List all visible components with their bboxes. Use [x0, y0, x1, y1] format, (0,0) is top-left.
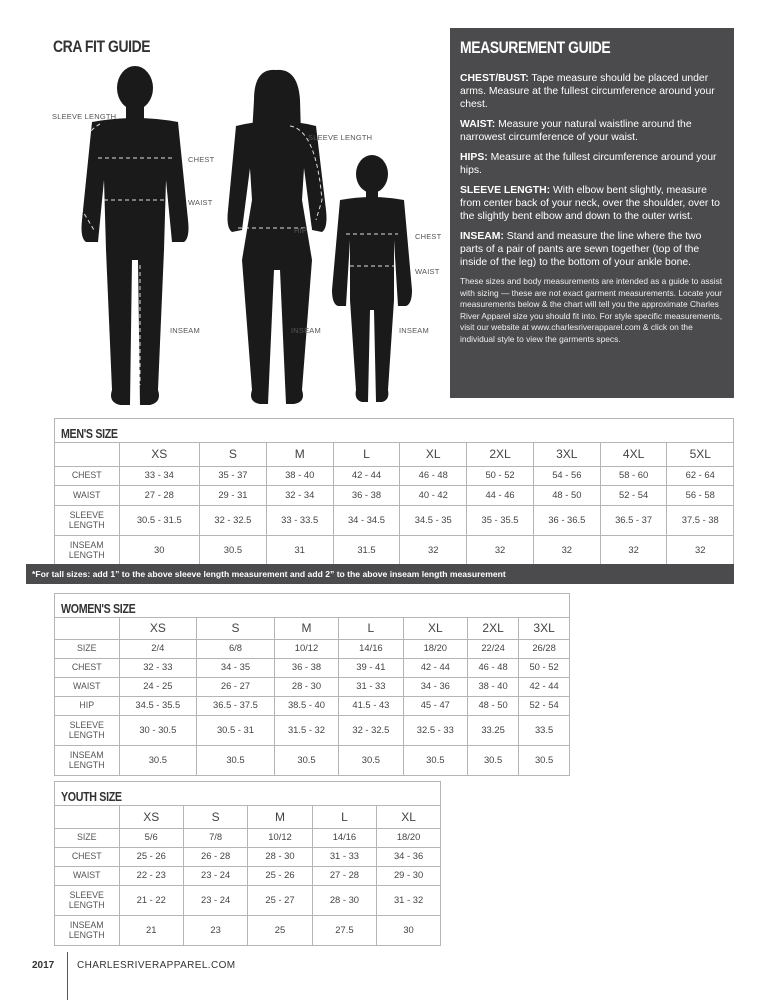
table-row: CHEST 32 - 33 34 - 35 36 - 38 39 - 41 42 - 44 46 - 48 50 - 52	[55, 658, 569, 677]
size-header: XS	[119, 618, 197, 639]
mens-size-title: MEN'S SIZE	[55, 419, 733, 443]
table-row: SIZE 5/6 7/8 10/12 14/16 18/20	[55, 828, 440, 847]
size-header: 2XL	[468, 618, 519, 639]
size-header: L	[312, 806, 376, 828]
label-chest-child: CHEST	[415, 232, 442, 241]
footer-divider	[67, 952, 68, 1000]
table-row: SLEEVE LENGTH 30.5 - 31.5 32 - 32.5 33 - 33.5 34 - 34.5 34.5 - 35 35 - 35.5 36 - 36.5 36.5 - 37 37.5 - 38	[55, 505, 733, 535]
size-header: S	[200, 443, 267, 466]
body-silhouettes	[40, 60, 440, 410]
label-inseam-man: INSEAM	[170, 326, 200, 335]
size-header: M	[248, 806, 312, 828]
label-chest-man: CHEST	[188, 155, 215, 164]
label-sleeve-length-man: SLEEVE LENGTH	[52, 112, 117, 121]
size-header: M	[266, 443, 333, 466]
table-row: INSEAM LENGTH 30 30.5 31 31.5 32 32 32 32 32	[55, 535, 733, 565]
guide-item-sleeve: SLEEVE LENGTH: With elbow bent slightly, measure from center back of your neck, over the shoulder, over to the slightly bent elbow and down to the outer wrist.	[460, 185, 720, 222]
table-row: SIZE 2/4 6/8 10/12 14/16 18/20 22/24 26/28	[55, 639, 569, 658]
size-header: L	[333, 443, 400, 466]
size-header: M	[274, 618, 338, 639]
size-header: S	[197, 618, 275, 639]
page-title: CRA FIT GUIDE	[53, 37, 151, 56]
womens-size-table	[54, 593, 570, 776]
womens-size-title: WOMEN'S SIZE	[55, 594, 569, 618]
footer-year: 2017	[32, 960, 55, 971]
label-inseam-woman: INSEAM	[291, 326, 321, 335]
tall-sizes-note: *For tall sizes: add 1” to the above sleeve length measurement and add 2” to the above inseam length measurement	[26, 564, 734, 584]
table-row: HIP 34.5 - 35.5 36.5 - 37.5 38.5 - 40 41.5 - 43 45 - 47 48 - 50 52 - 54	[55, 696, 569, 715]
guide-item-chest: CHEST/BUST: Tape measure should be placed under arms. Measure at the fullest circumference around your chest.	[460, 73, 715, 110]
table-row: CHEST 33 - 34 35 - 37 38 - 40 42 - 44 46 - 48 50 - 52 54 - 56 58 - 60 62 - 64	[55, 466, 733, 485]
table-row: WAIST 24 - 25 26 - 27 28 - 30 31 - 33 34 - 36 38 - 40 42 - 44	[55, 677, 569, 696]
footer-website-link[interactable]: CHARLESRIVERAPPAREL.COM	[77, 960, 236, 971]
label-waist-child: WAIST	[415, 267, 440, 276]
size-header: XS	[119, 443, 200, 466]
guide-item-waist: WAIST: Measure your natural waistline around the narrowest circumference of your waist.	[460, 119, 692, 143]
guide-item-hips: HIPS: Measure at the fullest circumference around your hips.	[460, 152, 717, 176]
table-row: WAIST 22 - 23 23 - 24 25 - 26 27 - 28 29 - 30	[55, 866, 440, 885]
size-header: 5XL	[667, 443, 733, 466]
mens-size-table	[54, 418, 734, 566]
table-row: SLEEVE LENGTH 21 - 22 23 - 24 25 - 27 28 - 30 31 - 32	[55, 885, 440, 915]
table-row: INSEAM LENGTH 30.5 30.5 30.5 30.5 30.5 30.5 30.5	[55, 745, 569, 775]
size-header: XL	[400, 443, 467, 466]
guide-item-inseam: INSEAM: Stand and measure the line where the two parts of a pair of pants are sewn together (top of the inside of the leg) to the bottom of your ankle bone.	[460, 231, 702, 268]
mens-size-header-row	[55, 443, 733, 466]
measurement-guide	[450, 28, 734, 398]
size-header: XL	[377, 806, 440, 828]
size-header: 3XL	[519, 618, 569, 639]
womens-size-header-row	[55, 618, 569, 639]
size-header: 4XL	[600, 443, 667, 466]
label-waist-man: WAIST	[188, 198, 213, 207]
youth-size-header-row	[55, 806, 440, 828]
size-header: 3XL	[533, 443, 600, 466]
table-row: SLEEVE LENGTH 30 - 30.5 30.5 - 31 31.5 - 32 32 - 32.5 32.5 - 33 33.25 33.5	[55, 715, 569, 745]
size-header: XS	[119, 806, 183, 828]
table-row: CHEST 25 - 26 26 - 28 28 - 30 31 - 33 34 - 36	[55, 847, 440, 866]
guide-note: These sizes and body measurements are intended as a guide to assist with sizing — these are not exact garment measurements. Locate your measurements below & the chart will tell you the approximate Charles River Apparel size you should fit into. For style specific measurements, visit our website at www.charlesriverapparel.com & click on the individual style to view the garments specs.	[460, 276, 723, 344]
guide-title: MEASUREMENT GUIDE	[460, 38, 611, 57]
size-header: XL	[403, 618, 467, 639]
table-row: INSEAM LENGTH 21 23 25 27.5 30	[55, 915, 440, 945]
label-hip-woman: HIP	[294, 226, 308, 235]
size-header: S	[183, 806, 247, 828]
table-row: WAIST 27 - 28 29 - 31 32 - 34 36 - 38 40 - 42 44 - 46 48 - 50 52 - 54 56 - 58	[55, 485, 733, 505]
youth-size-title: YOUTH SIZE	[55, 782, 440, 806]
size-header: L	[339, 618, 403, 639]
label-sleeve-length-woman: SLEEVE LENGTH	[308, 133, 373, 142]
size-header: 2XL	[467, 443, 534, 466]
label-inseam-child: INSEAM	[399, 326, 429, 335]
youth-size-table	[54, 781, 441, 946]
